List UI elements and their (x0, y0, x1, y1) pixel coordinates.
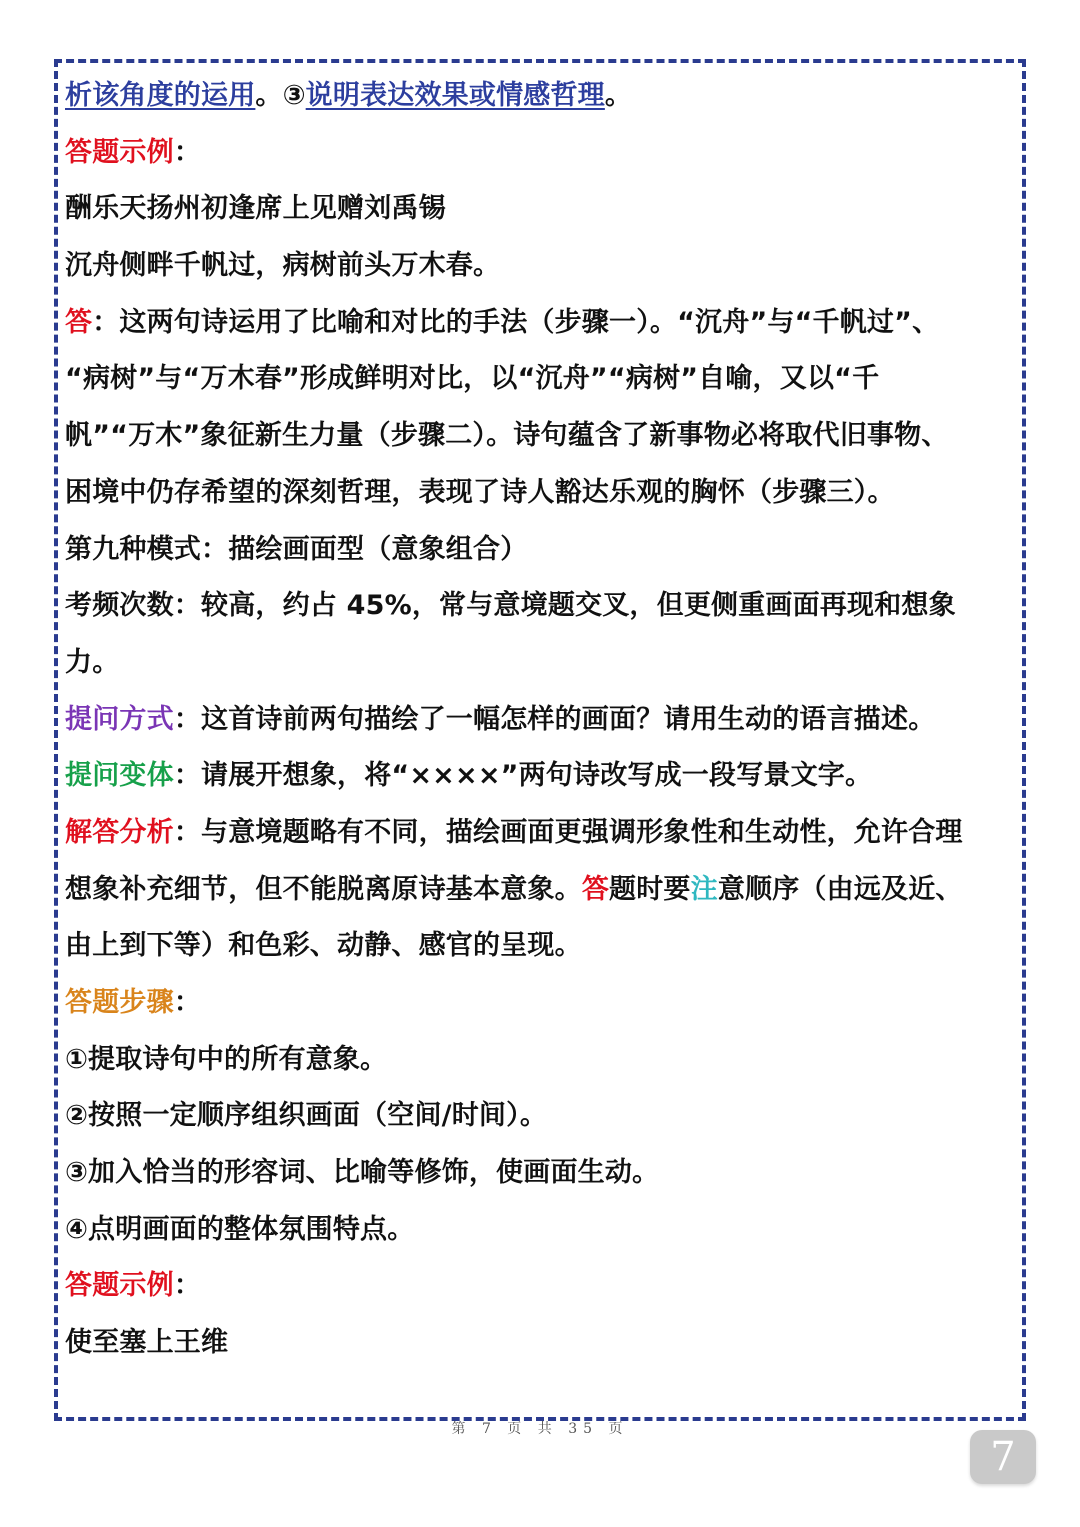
analysis-label: 解答分析 (65, 816, 174, 848)
answer-steps-label: 答题步骤 (65, 987, 174, 1018)
step-2: ②按照一定顺序组织画面（空间/时间）。 (65, 1100, 548, 1132)
analysis-text: 想象补充细节，但不能脱离原诗基本意象。 (65, 873, 582, 905)
answer-text-line: “病树”与“万木春”形成鲜明对比，以“沉舟”“病树”自喻，又以“千 (65, 363, 880, 395)
analysis-text-line: 由上到下等）和色彩、动静、感官的呈现。 (65, 930, 582, 962)
document-body (65, 68, 1020, 1372)
highlight-red: 答 (581, 873, 610, 905)
line-17 (65, 975, 1020, 1032)
highlight-cyan: 注 (690, 873, 718, 905)
answer-example-label: 答题示例 (65, 136, 174, 168)
text-segment: 。③ (255, 80, 306, 111)
frequency-line: 考频次数：较高，约占 45%，常与意境题交叉，但更侧重画面再现和想象 (65, 590, 956, 622)
answer-example-label: 答题示例 (65, 1270, 174, 1302)
step-3: ③加入恰当的形容词、比喻等修饰，使画面生动。 (65, 1157, 660, 1189)
answer-text-line: 帆”“万木”象征新生力量（步骤二）。诗句蕴含了新事物必将取代旧事物、 (65, 420, 949, 452)
question-variant-label: 提问变体 (65, 760, 174, 792)
question-variant-text: ：请展开想象，将“××××”两句诗改写成一段写景文字。 (173, 760, 873, 792)
colon: ： (173, 136, 202, 168)
line-22 (65, 1258, 1020, 1315)
analysis-text: 意顺序（由远及近、 (717, 873, 963, 905)
colon: ： (173, 987, 202, 1018)
page-footer: 第 7 页 共 35 页 (451, 1421, 629, 1437)
step-4: ④点明画面的整体氛围特点。 (65, 1213, 415, 1245)
line-12 (65, 692, 1020, 749)
analysis-text: 题时要 (609, 873, 691, 905)
line-1 (65, 68, 1020, 125)
analysis-text: ：与意境题略有不同，描绘画面更强调形象性和生动性，允许合理 (173, 816, 963, 848)
answer-label: 答 (65, 306, 93, 338)
poem-line: 沉舟侧畔千帆过，病树前头万木春。 (65, 250, 501, 282)
link-text-analysis: 析该角度的运用 (65, 80, 256, 111)
line-15 (65, 862, 1020, 919)
page-number-badge: 7 (970, 1430, 1036, 1484)
line-13 (65, 748, 1020, 805)
answer-text-line: 困境中仍存希望的深刻哲理，表现了诗人豁达乐观的胸怀（步骤三）。 (65, 476, 895, 508)
poem-title: 使至塞上王维 (65, 1327, 229, 1359)
poem-title: 酬乐天扬州初逢席上见赠刘禹锡 (65, 193, 446, 225)
line-14 (65, 805, 1020, 862)
mode-heading: 第九种模式：描绘画面型（意象组合） (65, 533, 528, 565)
text-segment: 。 (604, 80, 633, 111)
step-1: ①提取诗句中的所有意象。 (65, 1043, 388, 1075)
line-2 (65, 125, 1020, 182)
colon: ： (173, 1270, 202, 1302)
frequency-line-end: 力。 (65, 646, 120, 678)
question-method-label: 提问方式 (65, 703, 174, 735)
question-method-text: ：这首诗前两句描绘了一幅怎样的画面？请用生动的语言描述。 (173, 703, 936, 735)
line-5 (65, 295, 1020, 352)
link-text-effect: 说明表达效果或情感哲理 (305, 80, 605, 111)
answer-text: ：这两句诗运用了比喻和对比的手法（步骤一）。“沉舟”与“千帆过”、 (92, 306, 940, 338)
